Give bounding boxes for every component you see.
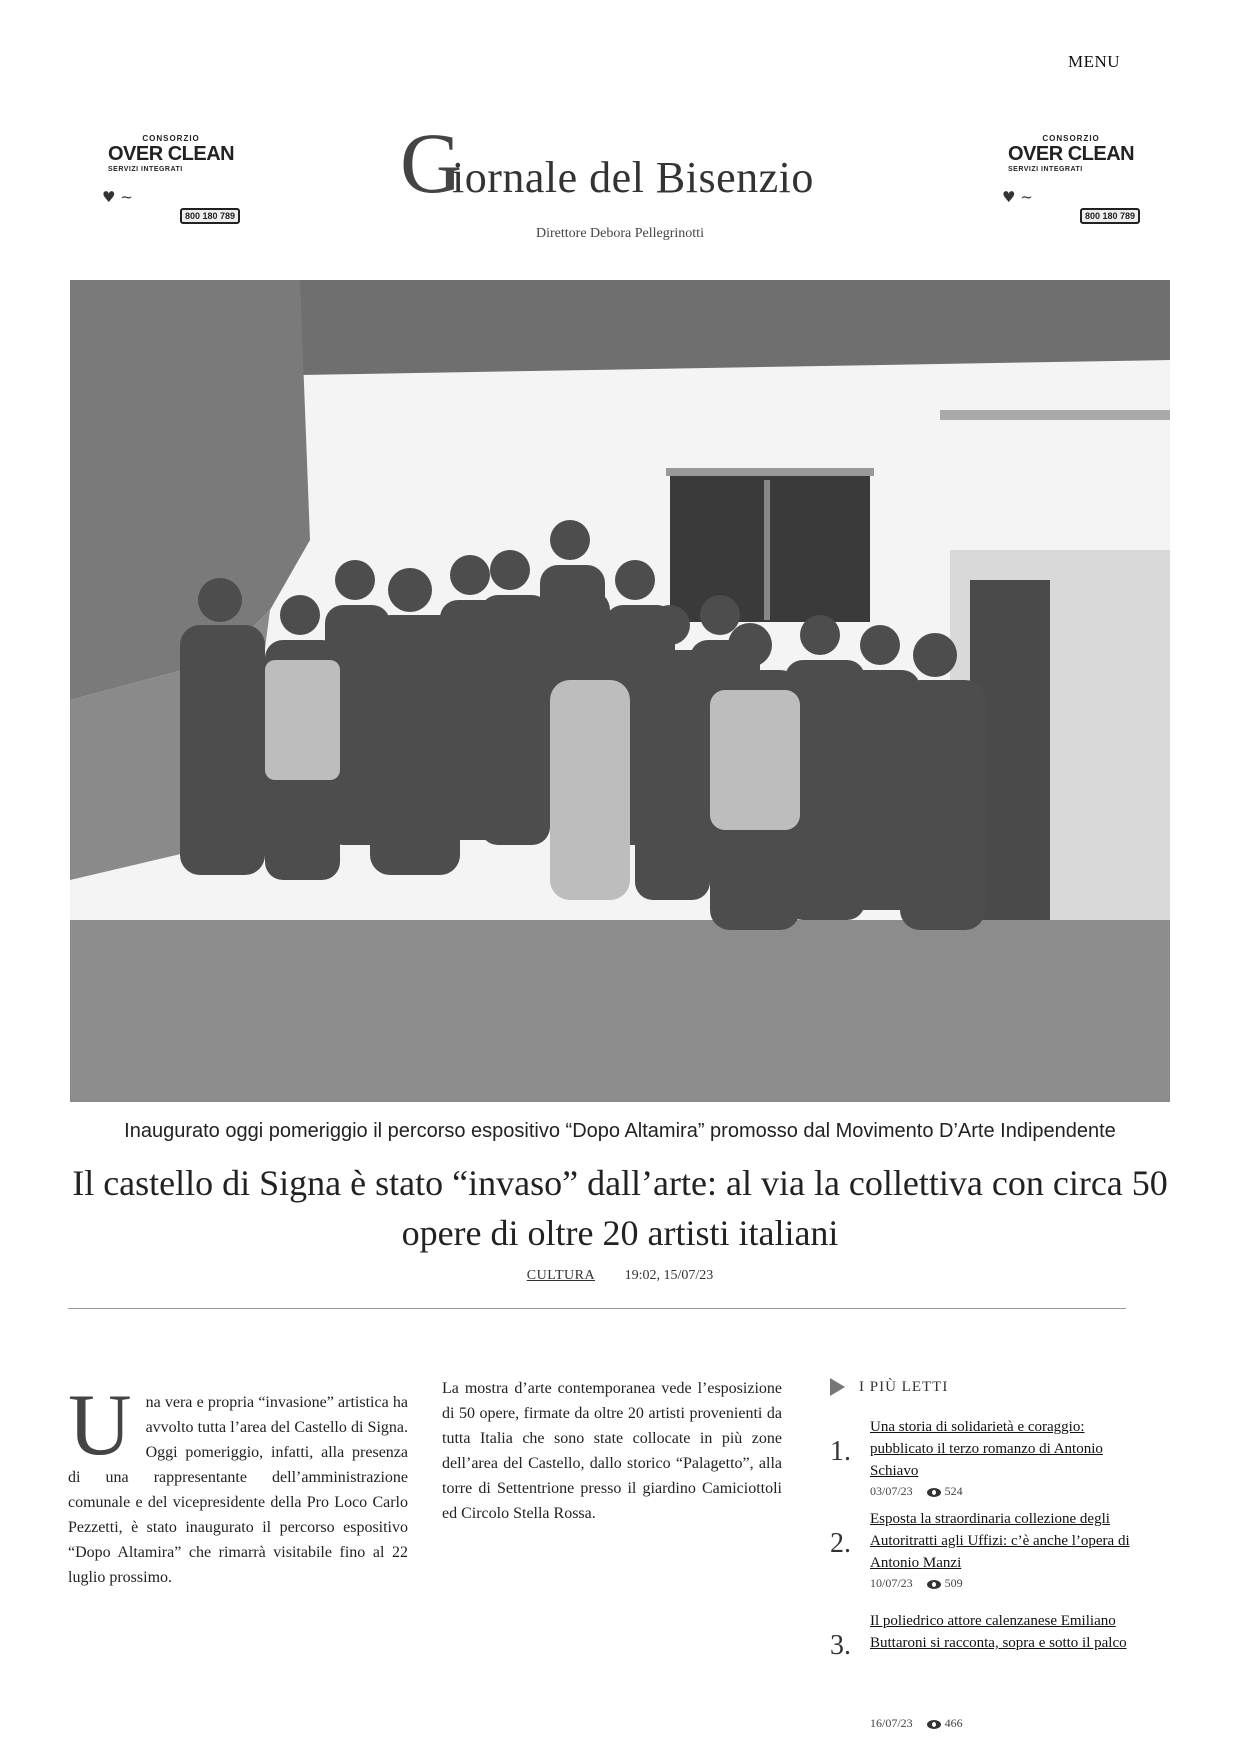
article-photo [70, 280, 1170, 1102]
most-read-title-link[interactable]: Il poliedrico attore calenzanese Emiliano Buttaroni si racconta, sopra e sotto il palco [870, 1613, 1127, 1651]
eye-icon [927, 1580, 941, 1589]
rank-number: 3. [830, 1630, 851, 1661]
ad-banner-right[interactable] [1000, 128, 1150, 238]
ad-phone-number: 800 180 789 [1080, 208, 1140, 224]
ad-tagline: SERVIZI INTEGRATI [108, 166, 183, 173]
ad-signature-icon: ♥ ~ [1002, 188, 1033, 206]
article-paragraph-1: na vera e propria “invasione” artistica ha avvolto tutta l’area del Castello di Signa. Oggi pomeriggio, infatti, alla presenza di una rappresentante dell’amministrazione comunale e del vicepresidente della Pro Loco Carlo Pezzetti, è stato inaugurato il percorso espositivo “Dopo Altamira” che rimarrà visitabile fino al 22 luglio prossimo. [68, 1394, 408, 1586]
most-read-heading: I PIÙ LETTI [859, 1378, 949, 1395]
item-date: 03/07/23 [870, 1484, 913, 1498]
most-read-widget [830, 1378, 1150, 1730]
item-date: 16/07/23 [870, 1716, 913, 1730]
item-views: 466 [944, 1716, 963, 1730]
article-kicker: Inaugurato oggi pomeriggio il percorso espositivo “Dopo Altamira” promosso dal Movimento D’Arte Indipendente [124, 1120, 1116, 1142]
masthead-title: iornale del Bisenzio [452, 153, 814, 202]
rank-number: 1. [830, 1436, 851, 1467]
menu-button[interactable]: MENU [1068, 52, 1121, 71]
ad-banner-left[interactable] [100, 128, 250, 238]
item-views: 524 [944, 1484, 963, 1498]
ad-tagline: SERVIZI INTEGRATI [1008, 166, 1083, 173]
article-column-1 [68, 1377, 408, 1590]
ad-consorzio-label: CONSORZIO [1042, 134, 1100, 143]
most-read-info [870, 1576, 963, 1591]
article-paragraph-2: La mostra d’arte contemporanea vede l’esposizione di 50 opere, firmate da oltre 20 artisti provenienti da tutta Italia che sono state collocate in più zone dell’area del Castello, dallo storico “Palagetto”, alla torre di Settentrione presso il giardino Camiciottoli ed Circolo Stella Rossa. [442, 1380, 782, 1522]
article-meta [70, 1268, 1170, 1284]
item-date: 10/07/23 [870, 1576, 913, 1590]
masthead-logo[interactable] [400, 115, 860, 211]
category-link[interactable]: CULTURA [526, 1268, 596, 1283]
most-read-info [870, 1716, 963, 1731]
rank-number: 2. [830, 1528, 851, 1559]
article-headline: Il castello di Signa è stato “invaso” dall’arte: al via la collettiva con circa 50 opere di oltre 20 artisti italiani [72, 1163, 1168, 1253]
most-read-header [830, 1378, 1150, 1396]
eye-icon [927, 1488, 941, 1497]
ad-phone-number: 800 180 789 [180, 208, 240, 224]
ad-logo [1008, 134, 1134, 173]
ad-brand-name: OVER CLEAN [1008, 143, 1135, 165]
director-line: Direttore Debora Pellegrinotti [536, 226, 704, 241]
ad-consorzio-label: CONSORZIO [142, 134, 200, 143]
ad-logo [108, 134, 234, 173]
ad-signature-icon: ♥ ~ [102, 188, 133, 206]
most-read-title-link[interactable]: Esposta la straordinaria collezione degli Autoritratti agli Uffizi: c’è anche l’opera di Antonio Manzi [870, 1511, 1130, 1571]
most-read-title-link[interactable]: Una storia di solidarietà e coraggio: pubblicato il terzo romanzo di Antonio Schiavo [870, 1419, 1103, 1479]
divider [68, 1308, 1126, 1309]
item-views: 509 [944, 1576, 963, 1590]
ad-brand-name: OVER CLEAN [108, 143, 235, 165]
most-read-info [870, 1484, 963, 1499]
eye-icon [927, 1720, 941, 1729]
article-datetime: 19:02, 15/07/23 [624, 1268, 714, 1283]
masthead-initial: G [400, 115, 463, 211]
play-arrow-icon [830, 1378, 845, 1396]
drop-cap: U [68, 1377, 132, 1474]
article-column-2 [442, 1376, 782, 1526]
